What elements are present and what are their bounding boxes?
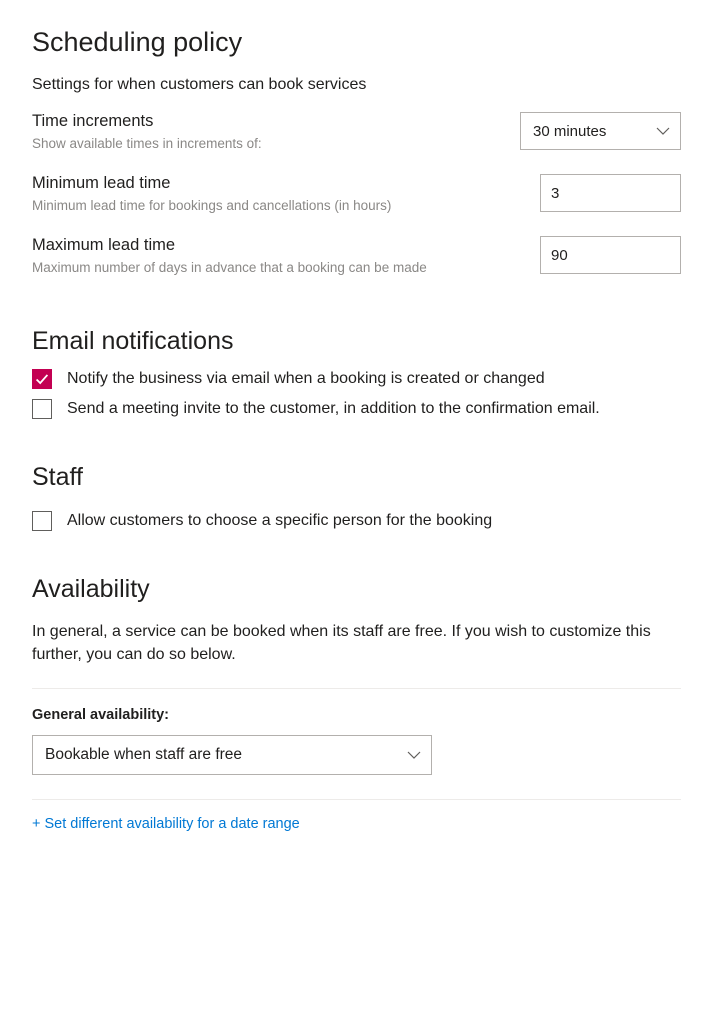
- setting-label: Minimum lead time: [32, 174, 171, 192]
- divider: [32, 799, 681, 800]
- general-availability-value: Bookable when staff are free: [45, 746, 243, 763]
- time-increments-value: 30 minutes: [533, 122, 607, 140]
- setting-description: Minimum lead time for bookings and cancellations (in hours): [32, 198, 392, 213]
- setting-control: [540, 172, 681, 212]
- availability-section: [32, 574, 681, 833]
- staff-section: [32, 462, 681, 532]
- time-increments-dropdown[interactable]: [520, 112, 681, 150]
- setting-control: [540, 234, 681, 274]
- setting-description: Maximum number of days in advance that a booking can be made: [32, 260, 427, 275]
- checkbox-label: Notify the business via email when a booking is created or changed: [67, 370, 545, 387]
- setting-control: [520, 110, 681, 150]
- email-notifications-options: [32, 368, 681, 420]
- setting-text: [32, 110, 262, 154]
- checkbox-label: Send a meeting invite to the customer, in addition to the confirmation email.: [67, 400, 600, 417]
- checkbox-row-notify-business[interactable]: [32, 368, 681, 390]
- set-different-availability-link[interactable]: + Set different availability for a date range: [32, 816, 300, 832]
- maximum-lead-time-input[interactable]: [540, 236, 681, 274]
- checkbox-label: Allow customers to choose a specific person for the booking: [67, 512, 493, 529]
- page-subtitle: Settings for when customers can book services: [32, 76, 367, 93]
- checkbox-row-choose-person[interactable]: [32, 510, 681, 532]
- setting-label: Time increments: [32, 112, 154, 130]
- setting-label: Maximum lead time: [32, 236, 176, 254]
- chevron-down-icon: [407, 748, 421, 762]
- checkbox-notify-business[interactable]: [32, 369, 52, 389]
- setting-text: [32, 234, 427, 278]
- checkbox-choose-specific-person[interactable]: [32, 511, 52, 531]
- chevron-down-icon: [656, 124, 670, 138]
- availability-title: Availability: [32, 575, 150, 603]
- staff-title: Staff: [32, 463, 83, 491]
- staff-options: [32, 510, 681, 532]
- checkbox-meeting-invite[interactable]: [32, 399, 52, 419]
- scheduling-settings-list: [32, 110, 681, 278]
- page-title: Scheduling policy: [32, 27, 243, 57]
- email-notifications-section: [32, 326, 681, 420]
- divider: [32, 688, 681, 689]
- general-availability-label: General availability:: [32, 707, 170, 723]
- setting-text: [32, 172, 391, 216]
- minimum-lead-time-input[interactable]: [540, 174, 681, 212]
- setting-row-maximum-lead-time: [32, 234, 681, 278]
- general-availability-dropdown[interactable]: [32, 735, 432, 775]
- availability-description: In general, a service can be booked when its staff are free. If you wish to customize this further, you can do so below.: [32, 623, 651, 663]
- checkbox-row-meeting-invite[interactable]: [32, 398, 681, 420]
- email-notifications-title: Email notifications: [32, 327, 234, 355]
- setting-description: Show available times in increments of:: [32, 136, 262, 151]
- setting-row-time-increments: [32, 110, 681, 154]
- setting-row-minimum-lead-time: [32, 172, 681, 216]
